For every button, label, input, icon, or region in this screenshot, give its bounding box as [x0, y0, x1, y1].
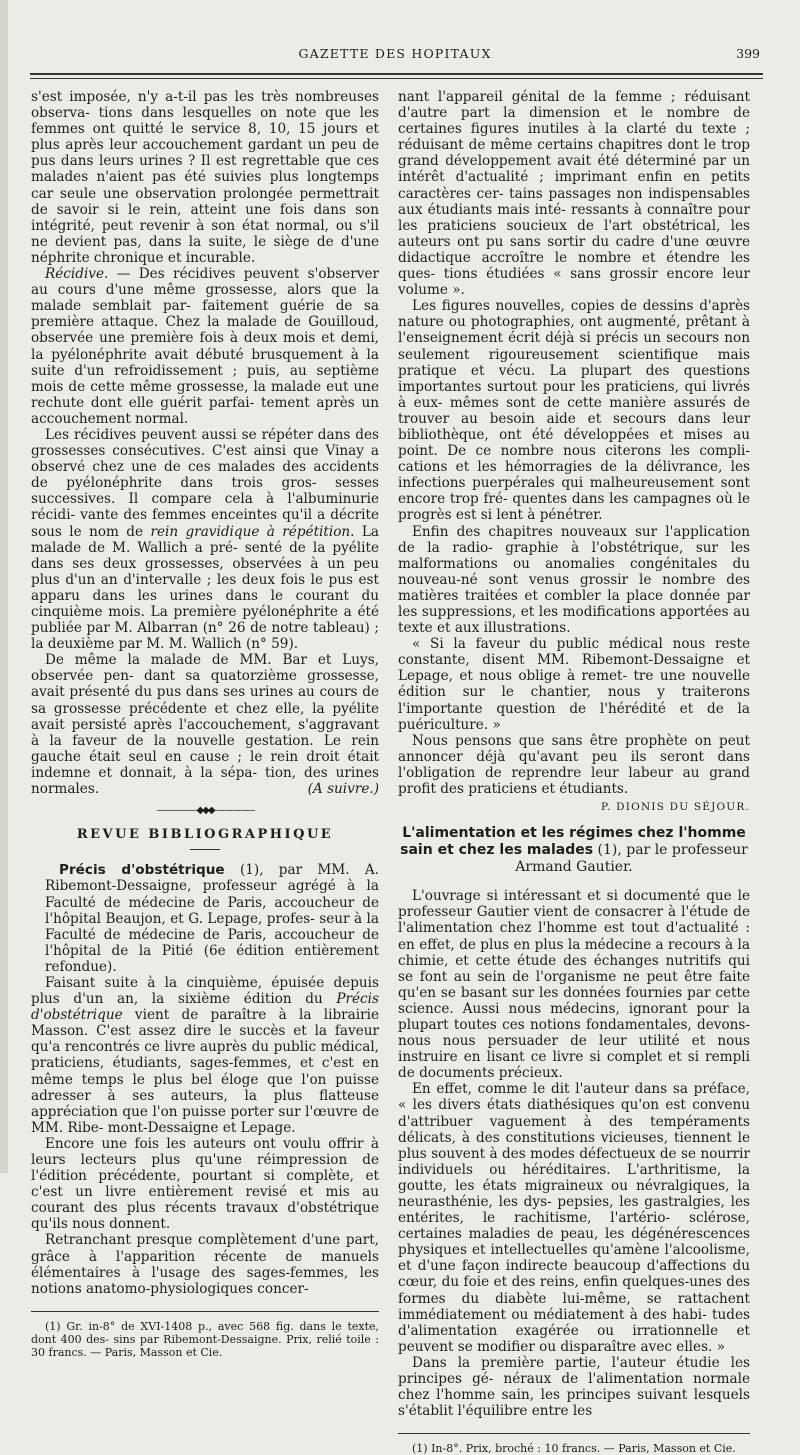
footnote: (1) Gr. in-8° de XVI-1408 p., avec 568 fig. dans le texte, dont 400 des- sins par Ribemont-Dessaigne. Prix, relié toile : 30 francs. — Paris, Masson et Cie. — [31, 1319, 379, 1359]
page-binding-edge — [0, 0, 8, 1173]
paragraph: De même la malade de MM. Bar et Luys, observée pen- dant sa quatorzième grossesse, avait présenté du pus dans ses urines au cours de sa grossesse précédente et chez elle, la pyélite avait persisté après l'accouchement, s'aggravant à la faveur de la nouvelle gestation. Le rein gauche était seul en cause ; le rein droit était indemne et donnait, à la sépa- tion, des urines normales. (A suivre.) — [31, 652, 379, 798]
paragraph: Les récidives peuvent aussi se répéter dans des grossesses consécutives. C'est ainsi que Vinay a observé chez une de ces malades des accidents de pyélonéphrite dans trois gros- sesses successives. Il compare cela à l'albuminurie récidi- vante des femmes enceintes qu'il a décrite sous le nom de rein gravidique à répétition. La malade de M. Wallich a pré- senté de la pyélite dans ses deux grossesses, observées à un peu plus d'un an d'intervalle ; les deux fois le pus est apparu dans les urines dans le courant du cinquième mois. La première pyélonéphrite a été publiée par M. Albarran (n° 26 de notre tableau) ; la deuxième par M. M. Wallich (n° 59). — [31, 426, 379, 653]
footnote-rule — [31, 1311, 379, 1312]
paragraph: « Si la faveur du public médical nous reste constante, disent MM. Ribemont-Dessaigne et Lepage, et nous oblige à remet- tre une nouvelle édition sur le chantier, nous y traiterons l'importante question de l'hérédité et de la puériculture. » — [398, 636, 750, 733]
footnote: (1) In-8°. Prix, broché : 10 francs. — Paris, Masson et Cie. — [412, 1442, 736, 1455]
book-reference: Précis d'obstétrique (1), par MM. A. Ribemont-Dessaigne, professeur agrégé à la Faculté de médecine de Paris, accoucheur de l'hôpital Beaujon, et G. Lepage, profes- seur à la Faculté de médecine de Paris, accoucheur de l'hôpital de la Pitié (6e édition entièrement refondue). — [45, 862, 379, 975]
page-header — [30, 46, 760, 64]
section-title: REVUE BIBLIOGRAPHIQUE — [76, 827, 334, 843]
section-title-rule — [190, 849, 220, 850]
left-column — [31, 89, 379, 1359]
paragraph: nant l'appareil génital de la femme ; réduisant d'autre part la dimension et le nombre de certaines figures inutiles à la clarté du texte ; réduisant de même certains chapitres dont le trop grand développement avait été déterminé par un intérêt d'actualité ; imprimant enfin en petits caractères cer- tains passages non indispensables aux étudiants mais inté- ressants à connaître pour les praticiens soucieux de l'art obstétrical, les auteurs ont pu sans sortir du cadre d'une œuvre didactique accroître le nombre et étendre les ques- tions étudiées « sans grossir encore leur volume ». — [398, 89, 750, 299]
paragraph: Nous pensons que sans être prophète on peut annoncer déjà qu'avant peu ils seront dans l'obligation de reprendre leur labeur au grand profit des praticiens et étudiants. — [398, 732, 750, 798]
to-be-continued: (A suivre.) — [307, 781, 379, 798]
paragraph: Faisant suite à la cinquième, épuisée depuis plus d'un an, la sixième édition du Précis d'obstétrique vient de paraître à la librairie Masson. C'est assez dire le succès et la faveur qu'a rencontrés ce livre auprès du public médical, praticiens, étudiants, sages-femmes, et c'est en même temps le plus bel éloge que l'on puisse adresser à ses auteurs, la plus flatteuse appréciation que l'on puisse porter sur l'œuvre de MM. Ribe- mont-Dessaigne et Lepage. — [31, 974, 379, 1136]
paragraph: s'est imposée, n'y a-t-il pas les très nombreuses observa- tions dans lesquelles on note que les femmes ont quitté le service 8, 10, 15 jours et plus après leur accouchement gardant un peu de pus dans leurs urines ? Il est regrettable que ces malades n'aient pas été suivies plus longtemps car seule une observation prolongée permettrait de savoir si le rein, atteint une fois dans son intégrité, peut revenir à son état normal, ou s'il ne devient pas, dans la suite, le siège de d'une néphrite chronique et incurable. — [31, 89, 379, 266]
paragraph: Retranchant presque complètement d'une part, grâce à l'apparition récente de manuels élémentaires à l'usage des sages-femmes, les notions anatomo-physiologiques concer- — [31, 1232, 379, 1297]
journal-title: GAZETTE DES HOPITAUX — [298, 46, 492, 61]
footnote-rule — [398, 1433, 750, 1434]
article-title: L'alimentation et les régimes chez l'homme sain et chez les malades (1), par le professeur Armand Gautier. — [400, 825, 748, 876]
author-signature: P. DIONIS DU SÉJOUR. — [600, 801, 750, 814]
paragraph: Les figures nouvelles, copies de dessins d'après nature ou photographies, ont augmenté, prêtant à l'enseignement écrit déjà si précis un secours non seulement rigoureusement scientifique mais pratique et vécu. La plupart des questions importantes surtout pour les praticiens, qui livrés à eux- mêmes sont de cette manière assurés de trouver au besoin aide et secours dans leur bibliothèque, ont été développées et mises au point. De ce nombre nous citerons les compli- cations et les hémorragies de la délivrance, les infections puerpérales qui malheureusement sont encore trop fré- quentes dans les campagnes où le progrès est si lent à pénétrer. — [398, 298, 750, 524]
page-number: 399 — [736, 46, 760, 61]
header-rule-thick — [30, 73, 763, 75]
paragraph: Dans la première partie, l'auteur étudie les principes gé- néraux de l'alimentation normale chez l'homme sain, les principes suivant lesquels s'établit l'équilibre entre les — [398, 1354, 750, 1420]
section-divider-ornament: —————◆◆◆————— — [156, 805, 254, 817]
paragraph: L'ouvrage si intéressant et si documenté que le professeur Gautier vient de consacrer à l'étude de l'alimentation chez l'homme est tout d'actualité : en effet, de plus en plus la médecine a recours à la chimie, et cette étude des échanges nutritifs qui se font au sein de l'organisme ne peut être faite qu'en se basant sur les données fournies par cette science. Aussi nous médecins, ignorant pour la plupart toutes ces notions fondamentales, devons-nous nous persuader de leur utilité et nous instruire en lisant ce livre si complet et si rempli de documents précieux. — [398, 888, 750, 1082]
paragraph: Enfin des chapitres nouveaux sur l'application de la radio- graphie à l'obstétrique, sur les malformations ou anomalies congénitales du nouveau-né sont venus grossir le nombre des matières traitées et combler la place donnée par les suppressions, et les modifications apportées au texte et aux illustrations. — [398, 523, 750, 637]
paragraph: En effet, comme le dit l'auteur dans sa préface, « les divers états diathésiques qu'on est convenu d'attribuer vaguement à des tempéraments délicats, à des constitutions vicieuses, tiennent le plus souvent à des modes défectueux de se nourrir individuels ou héréditaires. L'arthritisme, la goutte, les états migraineux ou névralgiques, la neurasthénie, les dys- pepsies, les gastralgies, les entérites, le rachitisme, l'artério- sclérose, certaines maladies de peau, les dégénérescences physiques et intellectuelles qu'amène l'alcoolisme, et d'une façon indirecte beaucoup d'affections du cœur, du foie et des reins, enfin quelques-unes des formes du diabète lui-même, se rattachent immédiatement ou médiatement à des habi- tudes d'alimentation exagérée ou irrationnelle et peuvent se modifier ou disparaître avec elles. » — [398, 1081, 750, 1355]
header-rule-thin — [30, 78, 763, 79]
right-column — [398, 89, 750, 1455]
paragraph: Récidive. — Des récidives peuvent s'observer au cours d'une même grossesse, alors que la malade semblait par- faitement guérie de sa première attaque. Chez la malade de Gouilloud, observée une première fois à deux mois et demi, la pyélonéphrite avait débuté brusquement à la suite d'un refroidissement ; puis, au septième mois de cette même grossesse, la malade eut une rechute dont elle guérit parfai- tement après un accouchement normal. — [31, 266, 379, 427]
paragraph: Encore une fois les auteurs ont voulu offrir à leurs lecteurs plus qu'une réimpression de l'édition précédente, pourtant si complète, et c'est un livre entièrement revisé et mis au courant des plus récents travaux d'obstétrique qu'ils nous donnent. — [31, 1135, 379, 1233]
subheading-recidive: Récidive. — [45, 266, 109, 283]
